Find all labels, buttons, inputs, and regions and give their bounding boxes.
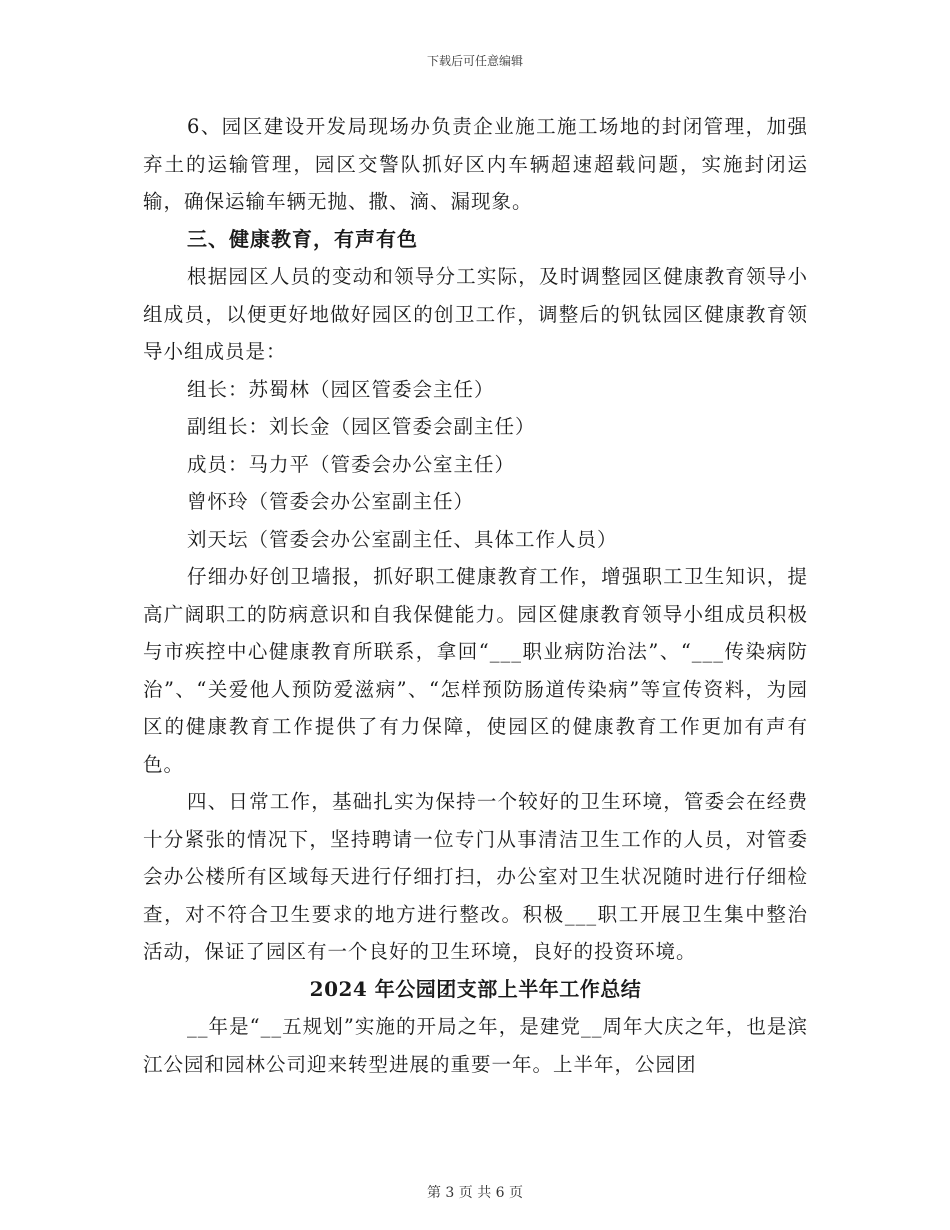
member-line: 组长：苏蜀林（园区管委会主任） [187,377,495,401]
document-title-2024: 2024 年公园团支部上半年工作总结 [309,976,642,1001]
paragraph-daily-work: 四、日常工作，基础扎实为保持一个较好的卫生环境，管委会在经费十分紧张的情况下，坚持聘请一位专门从事清洁卫生工作的人员，对管委会办公楼所有区域每天进行仔细打扫，办公室对卫生状况随时进行仔细检查，对不符合卫生要求的地方进行整改。积极___职工开展卫生集中整治活动，保证了园区有一个良好的卫生环境，良好的投资环境。 [143,790,808,963]
page-footer: 第 3 页 共 6 页 [426,1185,524,1201]
member-line: 曾怀玲（管委会办公室副主任） [187,490,475,513]
page-header: 下载后可任意编辑 [426,54,523,68]
member-line: 刘天坛（管委会办公室副主任、具体工作人员） [187,527,618,551]
member-line: 成员：马力平（管委会办公室主任） [187,452,516,476]
paragraph-wall-newspaper: 仔细办好创卫墙报，抓好职工健康教育工作，增强职工卫生知识，提高广阔职工的防病意识和自我保健能力。园区健康教育领导小组成员积极与市疾控中心健康教育所联系，拿回“___职业病防治法”、“___传染病防治”、“关爱他人预防爱滋病”、“怎样预防肠道传染病”等宣传资料，为园区的健康教育工作提供了有力保障，使园区的健康教育工作更加有声有色。 [143,565,808,776]
section-heading-health-education: 三、健康教育，有声有色 [187,226,418,251]
paragraph-item-6: 6、园区建设开发局现场办负责企业施工施工场地的封闭管理，加强弃土的运输管理，园区交警队抓好区内车辆超速超载问题，实施封闭运输，确保运输车辆无抛、撒、滴、漏现象。 [143,115,808,213]
paragraph-group-intro: 根据园区人员的变动和领导分工实际，及时调整园区健康教育领导小组成员，以便更好地做好园区的创卫工作，调整后的钒钛园区健康教育领导小组成员是： [143,265,808,363]
document-body [143,108,808,1083]
paragraph-summary-opening: __年是“__五规划”实施的开局之年，是建党__周年大庆之年，也是滨江公园和园林公司迎来转型进展的重要一年。上半年，公园团 [143,1015,808,1076]
member-line: 副组长：刘长金（园区管委会副主任） [187,415,536,438]
